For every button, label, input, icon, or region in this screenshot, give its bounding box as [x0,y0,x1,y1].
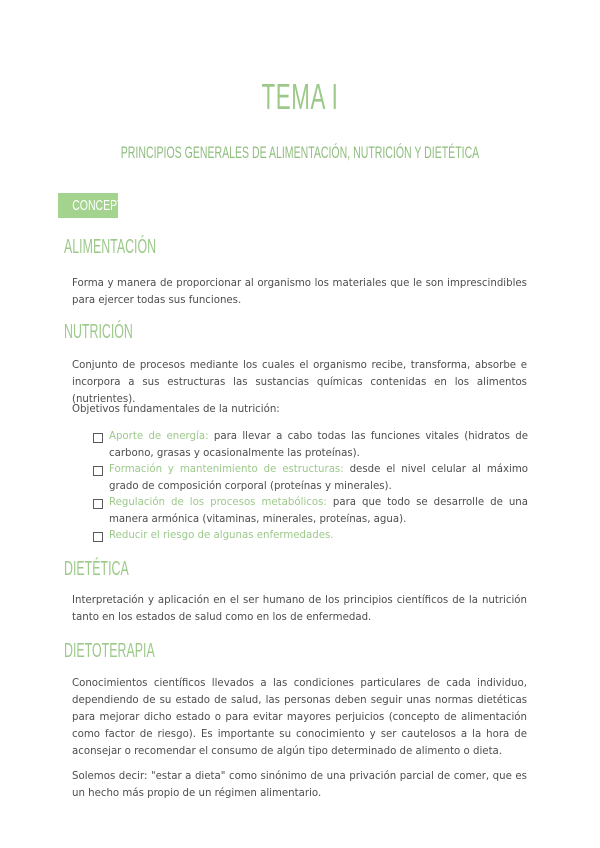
page-title: TEMA I [261,76,339,117]
checkbox-icon[interactable] [93,499,103,509]
objective-highlight: Regulación de los procesos metabólicos: [109,497,327,508]
paragraph-nutricion: Conjunto de procesos mediante los cuales el organismo recibe, transforma, absorbe e incorpora a sus estructuras las sustancias químicas contenidas en los alimentos (nutrientes). [72,360,527,405]
list-item [93,495,528,528]
paragraph-dietoterapia-2: Solemos decir: "estar a dieta" como sinónimo de una privación parcial de comer, que es un hecho más propio de un régimen alimentario. [72,771,527,799]
section-label-text: CONCEPTOS [72,197,139,214]
objective-highlight: Aporte de energía: [109,431,209,442]
objective-text: para que todo se desarrolle de una manera armónica (vitaminas, minerales, proteínas, agua). [109,497,528,525]
heading-dietoterapia: DIETOTERAPIA [64,640,155,662]
checkbox-icon[interactable] [93,532,103,542]
heading-dietetica: DIETÉTICA [64,558,129,580]
list-item [93,462,528,495]
list-item [93,528,528,545]
page-subtitle: PRINCIPIOS GENERALES DE ALIMENTACIÓN, NUTRICIÓN Y DIETÉTICA [120,143,480,162]
paragraph-dietetica: Interpretación y aplicación en el ser humano de los principios científicos de la nutrición tanto en los estados de salud como en los de enfermedad. [72,595,527,623]
objective-text: desde el nivel celular al máximo grado de composición corporal (proteínas y minerales). [109,464,528,492]
objective-text: para llevar a cabo todas las funciones vitales (hidratos de carbono, grasas y ocasionalmente las proteínas). [109,431,528,459]
list-item [93,429,528,462]
section-label-conceptos [58,193,139,218]
objectives-list [93,429,528,545]
checkbox-icon[interactable] [93,466,103,476]
heading-nutricion: NUTRICIÓN [64,321,133,343]
paragraph-dietoterapia-1: Conocimientos científicos llevados a las condiciones particulares de cada individuo, dependiendo de su estado de salud, las personas deben seguir unas normas dietéticas para mejorar dicho estado o para evitar mayores perjuicios (concepto de alimentación como factor de riesgo). Es importante su conocimiento y ser cautelosos a la hora de aconsejar o recomendar el consumo de algún tipo determinado de alimento o dieta. [72,678,527,757]
checkbox-icon[interactable] [93,433,103,443]
objectives-intro: Objetivos fundamentales de la nutrición: [72,404,280,415]
heading-alimentacion: ALIMENTACIÓN [64,236,157,258]
paragraph-alimentacion: Forma y manera de proporcionar al organismo los materiales que le son imprescindibles para ejercer todas sus funciones. [72,278,527,306]
objective-highlight: Reducir el riesgo de algunas enfermedades. [109,530,334,541]
objective-highlight: Formación y mantenimiento de estructuras: [109,464,344,475]
